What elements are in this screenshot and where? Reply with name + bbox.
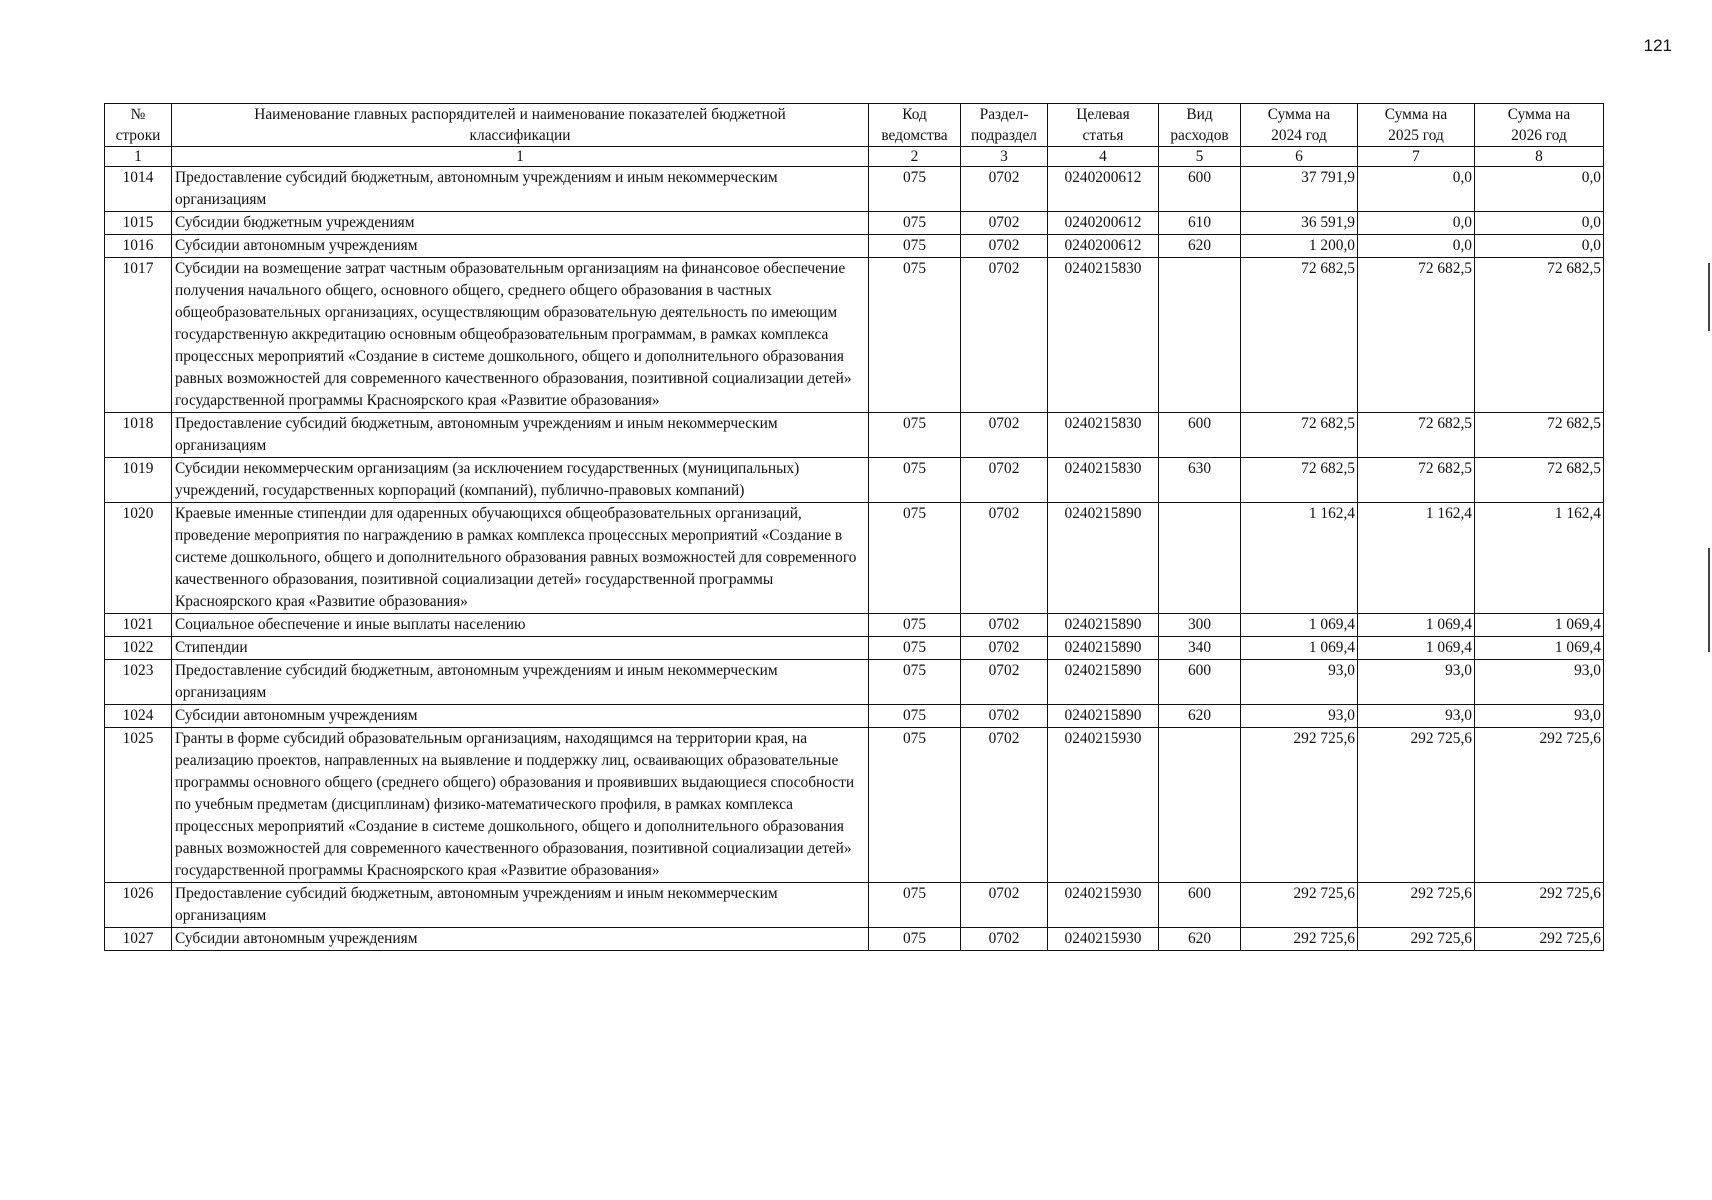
table-row — [105, 637, 1604, 660]
section-code: 0702 — [961, 167, 1048, 212]
department-code: 075 — [869, 614, 961, 637]
sum-2024: 37 791,9 — [1241, 167, 1358, 212]
table-row — [105, 614, 1604, 637]
target-article: 0240215890 — [1048, 614, 1159, 637]
sum-2025: 72 682,5 — [1358, 258, 1475, 413]
target-article: 0240215830 — [1048, 258, 1159, 413]
expense-type: 620 — [1159, 235, 1241, 258]
sum-2024: 1 162,4 — [1241, 503, 1358, 614]
sum-2024: 292 725,6 — [1241, 883, 1358, 928]
column-number: 3 — [961, 147, 1048, 167]
target-article: 0240215930 — [1048, 928, 1159, 951]
department-code: 075 — [869, 728, 961, 883]
table-row — [105, 705, 1604, 728]
header-sum-2025: Сумма на 2025 год — [1358, 104, 1475, 147]
column-number: 1 — [172, 147, 869, 167]
sum-2026: 1 069,4 — [1475, 637, 1604, 660]
expense-type: 600 — [1159, 413, 1241, 458]
target-article: 0240215890 — [1048, 705, 1159, 728]
row-name: Субсидии бюджетным учреждениям — [172, 212, 869, 235]
row-name: Стипендии — [172, 637, 869, 660]
table-row — [105, 660, 1604, 705]
row-number: 1016 — [105, 235, 172, 258]
department-code: 075 — [869, 212, 961, 235]
header-target-article: Целевая статья — [1048, 104, 1159, 147]
header-sum-2026: Сумма на 2026 год — [1475, 104, 1604, 147]
row-name: Предоставление субсидий бюджетным, автономным учреждениям и иным некоммерческим организациям — [172, 660, 869, 705]
target-article: 0240200612 — [1048, 167, 1159, 212]
column-number: 5 — [1159, 147, 1241, 167]
sum-2025: 0,0 — [1358, 167, 1475, 212]
sum-2026: 93,0 — [1475, 660, 1604, 705]
row-number: 1027 — [105, 928, 172, 951]
column-number: 2 — [869, 147, 961, 167]
sum-2026: 0,0 — [1475, 235, 1604, 258]
scan-margin-mark — [1708, 548, 1710, 652]
row-name: Гранты в форме субсидий образовательным организациям, находящимся на территории края, на реализацию проектов, направленных на выявление и поддержку лиц, осваивающих образовательные программы основного общего (среднего общего) образования и проявивших выдающиеся способности по учебным предметам (дисциплинам) физико-математического профиля, в рамках комплекса процессных мероприятий «Создание в системе дошкольного, общего и дополнительного образования равных возможностей для современного качественного образования, позитивной социализации детей» государственной программы Красноярского края «Развитие образования» — [172, 728, 869, 883]
sum-2025: 72 682,5 — [1358, 458, 1475, 503]
sum-2024: 93,0 — [1241, 660, 1358, 705]
section-code: 0702 — [961, 258, 1048, 413]
row-name: Субсидии автономным учреждениям — [172, 235, 869, 258]
column-number: 7 — [1358, 147, 1475, 167]
sum-2026: 72 682,5 — [1475, 258, 1604, 413]
expense-type: 610 — [1159, 212, 1241, 235]
target-article: 0240215890 — [1048, 637, 1159, 660]
department-code: 075 — [869, 458, 961, 503]
table-row — [105, 503, 1604, 614]
sum-2026: 292 725,6 — [1475, 883, 1604, 928]
sum-2025: 292 725,6 — [1358, 728, 1475, 883]
column-number: 6 — [1241, 147, 1358, 167]
section-code: 0702 — [961, 212, 1048, 235]
table-row — [105, 728, 1604, 883]
sum-2026: 292 725,6 — [1475, 928, 1604, 951]
row-number: 1014 — [105, 167, 172, 212]
sum-2026: 292 725,6 — [1475, 728, 1604, 883]
row-number: 1026 — [105, 883, 172, 928]
sum-2025: 292 725,6 — [1358, 883, 1475, 928]
sum-2025: 0,0 — [1358, 212, 1475, 235]
row-name: Субсидии автономным учреждениям — [172, 705, 869, 728]
row-name: Субсидии на возмещение затрат частным образовательным организациям на финансовое обеспечение получения начального общего, основного общего, среднего общего образования в частных общеобразовательных организациях, осуществляющим образовательную деятельность по имеющим государственную аккредитацию основным общеобразовательным программам, в рамках комплекса процессных мероприятий «Создание в системе дошкольного, общего и дополнительного образования равных возможностей для современного качественного образования, позитивной социализации детей» государственной программы Красноярского края «Развитие образования» — [172, 258, 869, 413]
header-expense-type: Вид расходов — [1159, 104, 1241, 147]
target-article: 0240215830 — [1048, 458, 1159, 503]
header-name: Наименование главных распорядителей и наименование показателей бюджетной классификации — [172, 104, 869, 147]
sum-2025: 93,0 — [1358, 705, 1475, 728]
sum-2024: 1 069,4 — [1241, 637, 1358, 660]
row-name: Предоставление субсидий бюджетным, автономным учреждениям и иным некоммерческим организациям — [172, 883, 869, 928]
department-code: 075 — [869, 928, 961, 951]
department-code: 075 — [869, 413, 961, 458]
sum-2024: 292 725,6 — [1241, 728, 1358, 883]
target-article: 0240215890 — [1048, 503, 1159, 614]
section-code: 0702 — [961, 928, 1048, 951]
sum-2026: 1 162,4 — [1475, 503, 1604, 614]
row-number: 1022 — [105, 637, 172, 660]
sum-2025: 1 069,4 — [1358, 614, 1475, 637]
department-code: 075 — [869, 660, 961, 705]
expense-type: 600 — [1159, 883, 1241, 928]
row-name: Социальное обеспечение и иные выплаты населению — [172, 614, 869, 637]
department-code: 075 — [869, 167, 961, 212]
sum-2024: 93,0 — [1241, 705, 1358, 728]
header-sum-2024: Сумма на 2024 год — [1241, 104, 1358, 147]
sum-2024: 72 682,5 — [1241, 458, 1358, 503]
target-article: 0240200612 — [1048, 212, 1159, 235]
target-article: 0240215930 — [1048, 883, 1159, 928]
section-code: 0702 — [961, 660, 1048, 705]
target-article: 0240200612 — [1048, 235, 1159, 258]
expense-type — [1159, 258, 1241, 413]
header-row-number: № строки — [105, 104, 172, 147]
budget-table — [104, 103, 1604, 951]
scan-margin-mark — [1708, 263, 1710, 331]
section-code: 0702 — [961, 705, 1048, 728]
row-number: 1025 — [105, 728, 172, 883]
column-number-row — [105, 147, 1604, 167]
sum-2026: 72 682,5 — [1475, 458, 1604, 503]
header-section: Раздел-подраздел — [961, 104, 1048, 147]
section-code: 0702 — [961, 235, 1048, 258]
table-header-row — [105, 104, 1604, 147]
sum-2026: 72 682,5 — [1475, 413, 1604, 458]
page-number: 121 — [1643, 36, 1672, 55]
expense-type — [1159, 503, 1241, 614]
department-code: 075 — [869, 705, 961, 728]
expense-type: 600 — [1159, 660, 1241, 705]
section-code: 0702 — [961, 883, 1048, 928]
department-code: 075 — [869, 258, 961, 413]
target-article: 0240215830 — [1048, 413, 1159, 458]
header-department-code: Код ведомства — [869, 104, 961, 147]
expense-type: 620 — [1159, 928, 1241, 951]
section-code: 0702 — [961, 458, 1048, 503]
row-number: 1017 — [105, 258, 172, 413]
row-number: 1018 — [105, 413, 172, 458]
section-code: 0702 — [961, 614, 1048, 637]
expense-type: 600 — [1159, 167, 1241, 212]
department-code: 075 — [869, 883, 961, 928]
sum-2026: 93,0 — [1475, 705, 1604, 728]
section-code: 0702 — [961, 503, 1048, 614]
sum-2025: 1 069,4 — [1358, 637, 1475, 660]
expense-type — [1159, 728, 1241, 883]
row-name: Предоставление субсидий бюджетным, автономным учреждениям и иным некоммерческим организациям — [172, 167, 869, 212]
sum-2024: 72 682,5 — [1241, 258, 1358, 413]
sum-2024: 72 682,5 — [1241, 413, 1358, 458]
target-article: 0240215930 — [1048, 728, 1159, 883]
sum-2026: 0,0 — [1475, 167, 1604, 212]
table-row — [105, 167, 1604, 212]
row-name: Субсидии некоммерческим организациям (за исключением государственных (муниципальных) учреждений, государственных корпораций (компаний), публично-правовых компаний) — [172, 458, 869, 503]
expense-type: 630 — [1159, 458, 1241, 503]
row-number: 1020 — [105, 503, 172, 614]
sum-2025: 72 682,5 — [1358, 413, 1475, 458]
row-number: 1024 — [105, 705, 172, 728]
table-row — [105, 235, 1604, 258]
column-number: 8 — [1475, 147, 1604, 167]
sum-2026: 1 069,4 — [1475, 614, 1604, 637]
sum-2024: 292 725,6 — [1241, 928, 1358, 951]
section-code: 0702 — [961, 728, 1048, 883]
table-row — [105, 258, 1604, 413]
sum-2026: 0,0 — [1475, 212, 1604, 235]
department-code: 075 — [869, 637, 961, 660]
expense-type: 620 — [1159, 705, 1241, 728]
expense-type: 340 — [1159, 637, 1241, 660]
expense-type: 300 — [1159, 614, 1241, 637]
row-name: Краевые именные стипендии для одаренных обучающихся общеобразовательных организаций, проведение мероприятия по награждению в рамках комплекса процессных мероприятий «Создание в системе дошкольного, общего и дополнительного образования равных возможностей для современного качественного образования, позитивной социализации детей» государственной программы Красноярского края «Развитие образования» — [172, 503, 869, 614]
row-number: 1023 — [105, 660, 172, 705]
column-number: 4 — [1048, 147, 1159, 167]
table-row — [105, 883, 1604, 928]
table-row — [105, 413, 1604, 458]
department-code: 075 — [869, 503, 961, 614]
sum-2025: 292 725,6 — [1358, 928, 1475, 951]
sum-2024: 36 591,9 — [1241, 212, 1358, 235]
section-code: 0702 — [961, 637, 1048, 660]
table-row — [105, 928, 1604, 951]
section-code: 0702 — [961, 413, 1048, 458]
column-number: 1 — [105, 147, 172, 167]
table-row — [105, 458, 1604, 503]
row-number: 1019 — [105, 458, 172, 503]
department-code: 075 — [869, 235, 961, 258]
row-name: Предоставление субсидий бюджетным, автономным учреждениям и иным некоммерческим организациям — [172, 413, 869, 458]
table-row — [105, 212, 1604, 235]
row-number: 1015 — [105, 212, 172, 235]
target-article: 0240215890 — [1048, 660, 1159, 705]
row-name: Субсидии автономным учреждениям — [172, 928, 869, 951]
sum-2024: 1 069,4 — [1241, 614, 1358, 637]
sum-2025: 93,0 — [1358, 660, 1475, 705]
sum-2024: 1 200,0 — [1241, 235, 1358, 258]
sum-2025: 0,0 — [1358, 235, 1475, 258]
sum-2025: 1 162,4 — [1358, 503, 1475, 614]
row-number: 1021 — [105, 614, 172, 637]
